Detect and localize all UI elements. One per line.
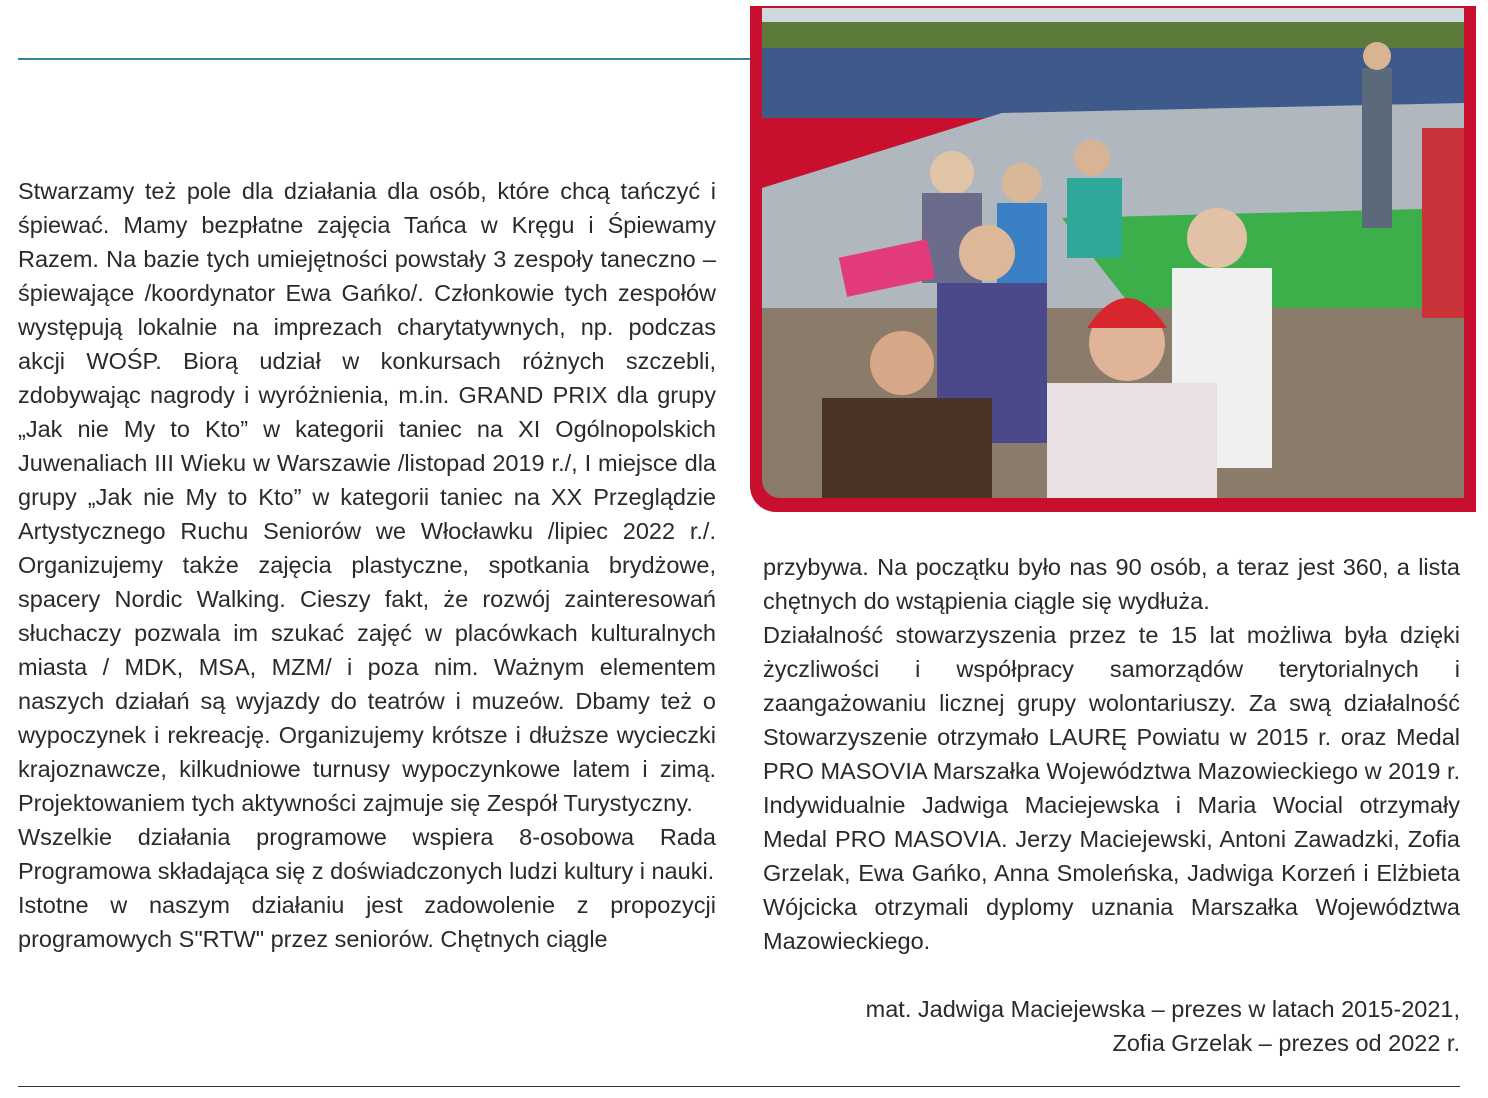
paragraph-membership: przybywa. Na początku było nas 90 osób, a teraz jest 360, a lista chętnych do wstąpienia ciągle się wydłuża.: [763, 554, 1460, 614]
author-credit: [760, 992, 1460, 1060]
paragraph-awards: Działalność stowarzyszenia przez te 15 lat możliwa była dzięki życzliwości i współpracy samorządów terytorialnych i zaangażowaniu licznej grupy wolontariuszy. Za swą działalność Stowarzyszenie otrzymało LAURĘ Powiatu w 2015 r. oraz Medal PRO MASOVIA Marszałka Województwa Mazowieckiego w 2019 r. Indywidualnie Jadwiga Maciejewska i Maria Wocial otrzymały Medal PRO MASOVIA. Jerzy Maciejewski, Antoni Zawadzki, Zofia Grzelak, Ewa Gańko, Anna Smoleńska, Jadwiga Korzeń i Elżbieta Wójcicka otrzymali dyplomy uznania Marszałka Województwa Mazowieckiego.: [763, 622, 1461, 954]
left-text-column: [18, 174, 716, 956]
photo-illustration: [762, 8, 1464, 498]
paragraph-satisfaction: Istotne w naszym działaniu jest zadowolenie z propozycji programowych S"RTW" przez seniorów. Chętnych ciągle: [18, 892, 716, 952]
credit-line-1: mat. Jadwiga Maciejewska – prezes w latach 2015-2021,: [865, 996, 1460, 1022]
top-accent-rule: [18, 58, 756, 60]
bottom-rule: [18, 1086, 1460, 1087]
right-text-column: [763, 550, 1460, 958]
group-photo-boat-trip: [762, 8, 1464, 498]
credit-line-2: Zofia Grzelak – prezes od 2022 r.: [1112, 1030, 1460, 1056]
paragraph-program-council: Wszelkie działania programowe wspiera 8-osobowa Rada Programowa składająca się z doświadczonych ludzi kultury i nauki.: [18, 824, 716, 884]
paragraph-activities: Stwarzamy też pole dla działania dla osób, które chcą tańczyć i śpiewać. Mamy bezpłatne zajęcia Tańca w Kręgu i Śpiewamy Razem. Na bazie tych umiejętności powstały 3 zespoły taneczno – śpiewające /koordynator Ewa Gańko/. Członkowie tych zespołów występują lokalnie na imprezach charytatywnych, np. podczas akcji WOŚP. Biorą udział w konkursach różnych szczebli, zdobywając nagrody i wyróżnienia, m.in. GRAND PRIX dla grupy „Jak nie My to Kto” w kategorii taniec na XI Ogólnopolskich Juwenaliach III Wieku w Warszawie /listopad 2019 r./, I miejsce dla grupy „Jak nie My to Kto” w kategorii taniec na XX Przeglądzie Artystycznego Ruchu Seniorów we Włocławku /lipiec 2022 r./. Organizujemy także zajęcia plastyczne, spotkania brydżowe, spacery Nordic Walking. Cieszy fakt, że rozwój zainteresowań słuchaczy pozwala im szukać zajęć w placówkach kulturalnych miasta / MDK, MSA, MZM/ i poza nim. Ważnym elementem naszych działań są wyjazdy do teatrów i muzeów. Dbamy też o wypoczynek i rekreację. Organizujemy krótsze i dłuższe wycieczki krajoznawcze, kilkudniowe turnusy wypoczynkowe latem i zimą. Projektowaniem tych aktywności zajmuje się Zespół Turystyczny.: [18, 178, 716, 816]
photo-frame: [750, 6, 1476, 512]
